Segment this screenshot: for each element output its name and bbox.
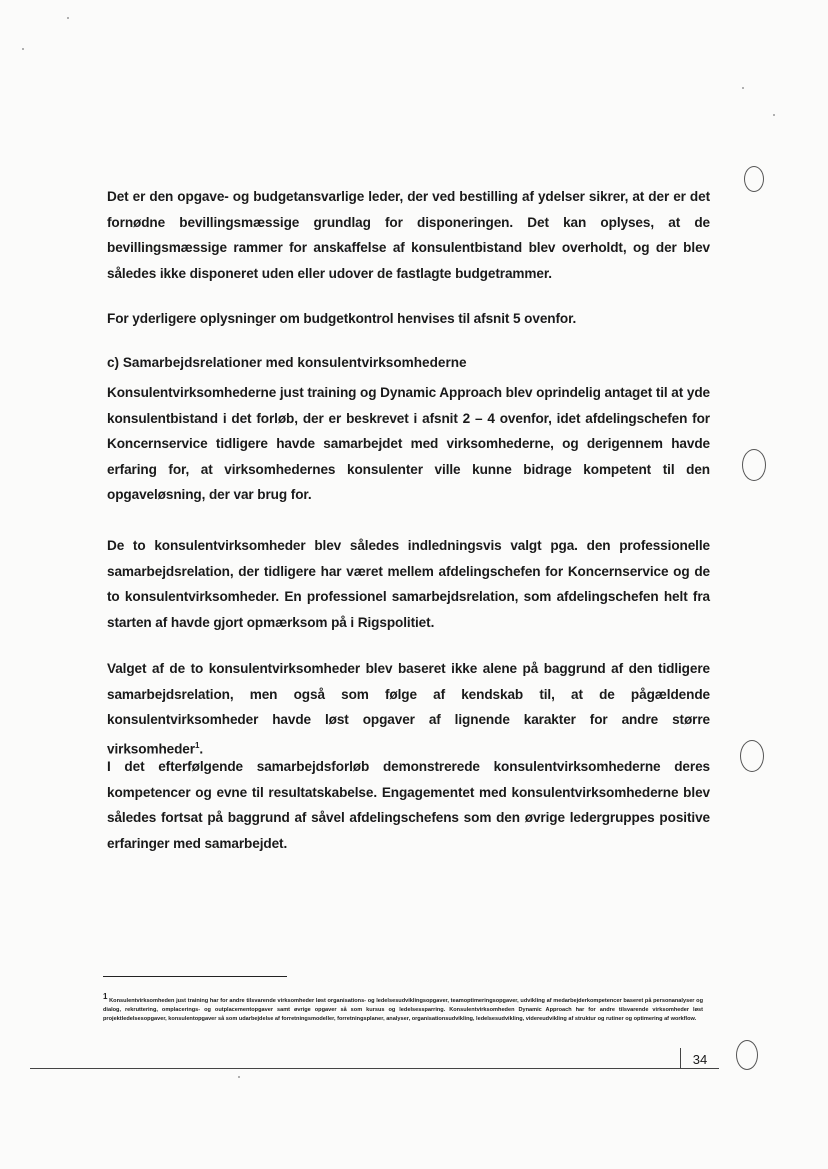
punch-hole-icon xyxy=(744,166,764,192)
paragraph-selection-basis-text: Valget af de to konsulentvirksomheder blev baseret ikke alene på baggrund af den tidligere samarbejdsrelation, men også som følge af kendskab til, at de pågældende konsulentvirksomheder havde løst opgaver af lignende karakter for andre større virksomheder xyxy=(107,661,710,757)
scan-speck xyxy=(773,114,775,116)
footer-rule xyxy=(30,1068,680,1069)
footnote xyxy=(103,992,703,1024)
section-heading: c) Samarbejdsrelationer med konsulentvirksomhederne xyxy=(107,355,467,370)
paragraph-selection-basis: Valget af de to konsulentvirksomheder blev baseret ikke alene på baggrund af den tidligere samarbejdsrelation, men også som følge af kendskab til, at de pågældende konsulentvirksomheder havde løst opgaver af lignende karakter for andre større virksomheder$^1$. xyxy=(107,661,710,757)
paragraph-budget-control-reference: For yderligere oplysninger om budgetkontrol henvises til afsnit 5 ovenfor. xyxy=(107,311,577,326)
footnote-divider xyxy=(103,976,287,977)
scan-speck xyxy=(238,1076,240,1078)
punch-hole-icon xyxy=(736,1040,758,1070)
paragraph-selection-reason: De to konsulentvirksomheder blev således indledningsvis valgt pga. den professionelle samarbejdsrelation, der tidligere har været mellem afdelingschefen for Koncernservice og de to konsulentvirksomheder. En professionel samarbejdsrelation, som afdelingschefen helt fra starten af havde gjort opmærksom på i Rigspolitiet. xyxy=(107,538,710,630)
page-number: 34 xyxy=(680,1048,719,1069)
footnote-reference: 1 xyxy=(194,740,200,750)
paragraph-collaboration-outcome: I det efterfølgende samarbejdsforløb demonstrerede konsulentvirksomhederne deres kompetencer og evne til resultatskabelse. Engagementet med konsulentvirksomhederne blev således fortsat på baggrund af såvel afdelingschefens som den øvrige ledergruppes positive erfaringer med samarbejdet. xyxy=(107,759,710,851)
footnote-text: Konsulentvirksomheden just training har for andre tilsvarende virksomheder løst organisations- og ledelsesudviklingsopgaver, teamoptimeringsopgaver, udvikling af medarbejderkompetencer baseret på personanalyser og dialog, rekruttering, omplacerings- og outplacementopgaver samt øvrige opgaver så som kursus og ledelsessparring. Konsulentvirksomheden Dynamic Approach har for andre tilsvarende virksomheder løst projektledelsesopgaver, konsulentopgaver så som udarbejdelse af forretningsmodeller, forretningsplaner, analyser, organisationsudvikling, ledelsesudvikling, videreudvikling af struktur og rutiner og optimering af workflow. xyxy=(103,997,703,1022)
punch-hole-icon xyxy=(740,740,764,772)
scan-speck xyxy=(22,48,24,50)
footnote-marker: 1 xyxy=(103,992,108,1001)
scan-speck xyxy=(67,17,69,19)
paragraph-budget-responsibility: Det er den opgave- og budgetansvarlige leder, der ved bestilling af ydelser sikrer, at der er det fornødne bevillingsmæssige grundlag for disponeringen. Det kan oplyses, at de bevillingsmæssige rammer for anskaffelse af konsulentbistand blev overholdt, og der blev således ikke disponeret uden eller udover de fastlagte budgetrammer. xyxy=(107,189,710,281)
paragraph-consultancies-intro: Konsulentvirksomhederne just training og Dynamic Approach blev oprindelig antaget til at yde konsulentbistand i det forløb, der er beskrevet i afsnit 2 – 4 ovenfor, idet afdelingschefen for Koncernservice tidligere havde samarbejdet med virksomhederne, og derigennem havde erfaring for, at virksomhedernes konsulenter ville kunne bidrage kompetent til den opgaveløsning, der var brug for. xyxy=(107,385,710,502)
scan-speck xyxy=(742,87,744,89)
punch-hole-icon xyxy=(742,449,766,481)
